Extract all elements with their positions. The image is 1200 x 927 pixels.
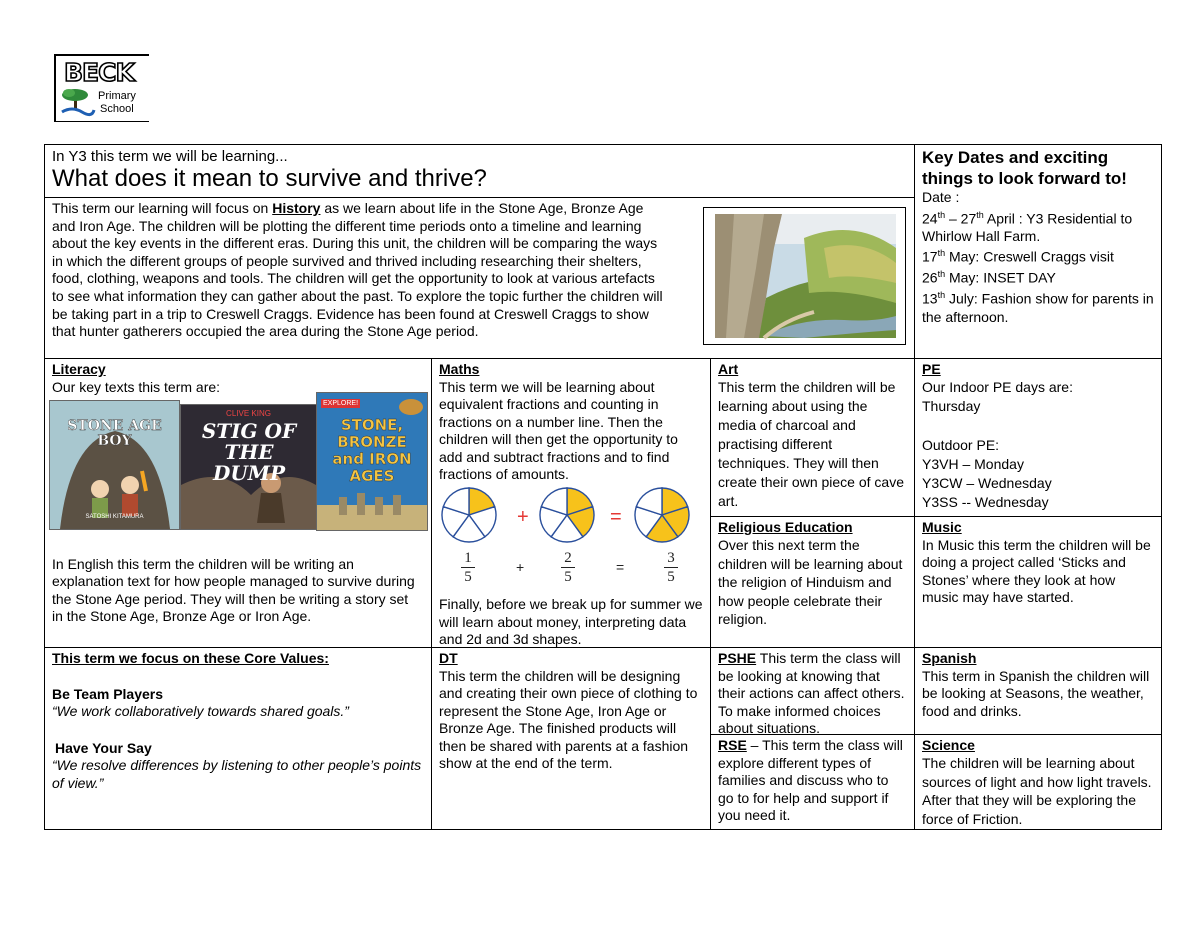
fraction-1 <box>461 550 475 585</box>
fraction-2-num: 2 <box>564 550 572 566</box>
book-stig-of-the-dump <box>180 404 317 530</box>
book2-title: STIG OF THE DUMP <box>201 419 297 485</box>
intro-body <box>45 198 677 358</box>
kd4-rest: July: Fashion show for parents in the afternoon. <box>922 291 1154 325</box>
value-2-title: Have Your Say <box>55 739 152 756</box>
book1-title: STONE AGE BOY <box>67 418 162 449</box>
book3-tag: EXPLORE! <box>323 400 359 407</box>
book1-author: SATOSHI KITAMURA <box>85 514 144 520</box>
dt-text: This term the children will be designing and creating their own piece of clothing to represent the Stone Age, Iron Age or Bronze Age. The finished products will then be shared with parents at a fashion show at the end of the term. <box>439 667 698 771</box>
tree-icon <box>60 86 96 118</box>
re-text: Over this next term the children will be learning about the religion of Hinduism and how people celebrate their religion. <box>718 537 903 628</box>
art-cell <box>711 359 914 516</box>
kd3-d: 26 <box>922 269 938 286</box>
key-dates-title: Key Dates and exciting things to look forward to! <box>922 148 1127 188</box>
kd2-d: 17 <box>922 248 938 265</box>
fraction-plus-sign: + <box>517 506 529 528</box>
art-heading: Art <box>718 361 739 377</box>
grid-right <box>1161 144 1162 830</box>
rse-cell <box>711 735 914 829</box>
spanish-text: This term in Spanish the children will be looking at Seasons, the weather, food and drinks. <box>922 667 1150 719</box>
pe-class-1: Y3VH – Monday <box>922 455 1024 472</box>
music-text: In Music this term the children will be doing a project called ‘Sticks and Stones’ where they look at how music may have started. <box>922 536 1151 605</box>
value-1-title: Be Team Players <box>52 685 164 702</box>
maths-text: This term we will be learning about equivalent fractions and counting in fractions on a number line. Then the children will then get the opportunity to add and subtract fractions and to find fractions of amounts. <box>439 378 678 482</box>
kd2-s: th <box>937 248 946 259</box>
key-dates-cell <box>915 145 1161 358</box>
spanish-heading: Spanish <box>922 650 977 666</box>
logo-line2: School <box>100 103 134 115</box>
pe-cell <box>915 359 1161 516</box>
intro-kicker: In Y3 this term we will be learning... <box>52 148 288 165</box>
rse-heading: RSE <box>718 737 747 753</box>
literacy-heading: Literacy <box>52 361 106 377</box>
literacy-intro: Our key texts this term are: <box>52 378 221 395</box>
intro-text-before: This term our learning will focus on <box>52 200 273 216</box>
fraction-equals-sign-2: = <box>616 559 625 575</box>
kd1-rest: April : Y3 Residential to Whirlow Hall Farm. <box>922 210 1133 244</box>
rse-text: – This term the class will explore different types of families and discuss who to go to for help and support if you need it. <box>718 737 903 823</box>
key-dates-date-label: Date : <box>922 189 960 205</box>
fraction-pies <box>441 484 703 546</box>
re-heading: Religious Education <box>718 519 853 535</box>
art-text: This term the children will be learning about using the media of charcoal and practising different techniques. They will then create their own piece of cave art. <box>718 379 904 509</box>
kd4-s: th <box>937 290 946 301</box>
intro-text-after: as we learn about life in the Stone Age, Bronze Age and Iron Age. The children will be plotting the different time periods onto a timeline and learning about the key events in the different eras. During this unit, the children will be comparing the ways in which the different groups of people survived and thrived including researching their shelters, food, clothing, weapons and tools. The children will get the opportunity to look at various artefacts to see what information they can gather about the past. To explore the topic further the children will be taking part in a trip to Creswell Craggs. Evidence has been found at Creswell Craggs to show that hunter gatherers occupied the area during the Stone Age period. <box>52 200 663 340</box>
fraction-3-num: 3 <box>667 550 675 566</box>
pshe-text: This term the class will be looking at knowing that their actions can affect others. To make informed choices about situations. <box>718 650 905 736</box>
pshe-cell <box>711 648 914 734</box>
intro-header <box>45 145 913 197</box>
fraction-1-den: 5 <box>464 569 472 585</box>
logo-name: BECK <box>64 58 134 87</box>
dt-heading: DT <box>439 650 458 666</box>
intro-subject: History <box>272 200 321 216</box>
spanish-cell <box>915 648 1161 734</box>
kd3-rest: May: INSET DAY <box>945 269 1056 286</box>
literacy-text: In English this term the children will be writing an explanation text for how people managed to survive during the Stone Age period. They will then be writing a story set in the Stone Age, Bronze Age or Iron Age. <box>52 556 415 625</box>
school-logo <box>54 54 149 122</box>
book-stone-age-boy <box>49 400 180 530</box>
kd1-d1: 24 <box>922 210 938 227</box>
fraction-diagram <box>441 484 703 592</box>
pe-class-3: Y3SS -- Wednesday <box>922 494 1049 511</box>
key-date-4 <box>922 287 1154 326</box>
key-date-1 <box>922 207 1154 246</box>
fraction-3-den: 5 <box>667 569 675 585</box>
music-cell <box>915 517 1161 647</box>
kd1-s1: th <box>937 209 946 220</box>
grid-bottom <box>44 829 1162 830</box>
logo-line1: Primary <box>98 90 136 102</box>
pe-outdoor: Outdoor PE: <box>922 436 1000 453</box>
kd1-s2: th <box>976 209 984 220</box>
kd3-s: th <box>937 269 946 280</box>
kd2-rest: May: Creswell Craggs visit <box>945 248 1114 265</box>
page-title: What does it mean to survive and thrive? <box>52 165 487 192</box>
kd4-d: 13 <box>922 291 938 308</box>
fraction-1-num: 1 <box>464 550 472 566</box>
core-values-cell <box>45 648 431 829</box>
science-heading: Science <box>922 737 975 753</box>
dt-cell <box>432 648 710 829</box>
science-cell <box>915 735 1161 829</box>
creswell-photo-frame <box>703 207 906 345</box>
kd1-mid: – 27 <box>945 210 977 227</box>
book2-author: CLIVE KING <box>226 409 271 418</box>
value-2-quote: “We resolve differences by listening to other people’s points of view.” <box>52 757 422 791</box>
pshe-heading: PSHE <box>718 650 757 666</box>
science-text: The children will be learning about sources of light and how light travels. After that they will be exploring the force of Friction. <box>922 755 1152 827</box>
value-1-quote: “We work collaboratively towards shared goals.” <box>52 703 349 719</box>
pe-class-2: Y3CW – Wednesday <box>922 475 1052 492</box>
key-date-2 <box>922 245 1154 266</box>
fraction-2-den: 5 <box>564 569 572 585</box>
music-heading: Music <box>922 519 962 535</box>
maths-heading: Maths <box>439 361 480 377</box>
creswell-crags-photo <box>704 208 905 344</box>
re-cell <box>711 517 914 647</box>
fraction-equals-sign: = <box>610 506 622 528</box>
fraction-2 <box>561 550 575 585</box>
key-date-3 <box>922 266 1154 287</box>
fraction-3 <box>664 550 678 585</box>
book3-title: STONE, BRONZE and IRON AGES <box>332 416 412 485</box>
maths-text2: Finally, before we break up for summer we will learn about money, interpreting data and 2d and 3d shapes. <box>439 596 703 647</box>
pe-indoor: Our Indoor PE days are: <box>922 379 1073 395</box>
fraction-plus-sign-2: + <box>516 559 525 575</box>
core-values-heading: This term we focus on these Core Values: <box>52 650 329 666</box>
pe-heading: PE <box>922 361 941 377</box>
book-stone-bronze-iron <box>316 392 428 531</box>
pe-indoor-day: Thursday <box>922 398 981 415</box>
